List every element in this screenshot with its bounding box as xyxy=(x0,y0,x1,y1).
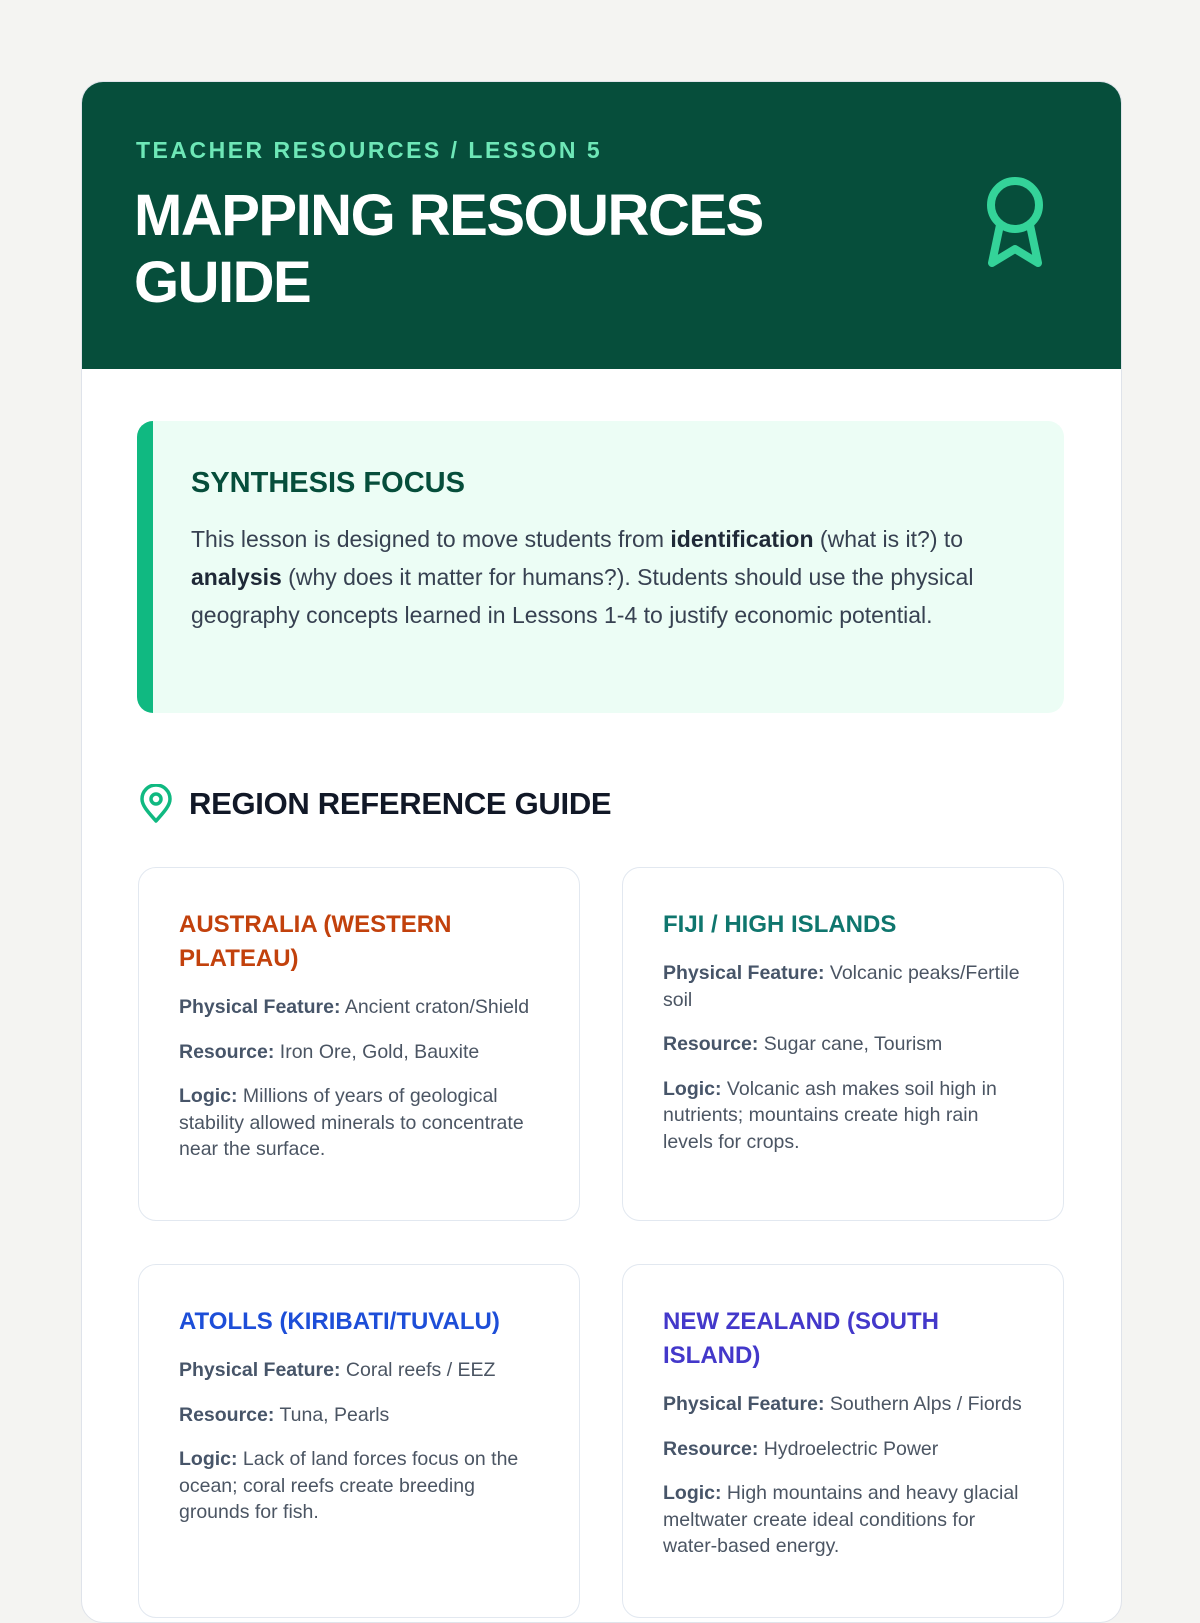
region-card xyxy=(138,1264,580,1618)
section-title: REGION REFERENCE GUIDE xyxy=(189,786,612,821)
field-label: Resource: xyxy=(179,1040,275,1063)
field-value: Ancient craton/Shield xyxy=(344,996,530,1018)
field-label: Physical Feature: xyxy=(663,1393,825,1415)
physical-feature xyxy=(663,960,1023,1013)
field-label: Physical Feature: xyxy=(179,1359,341,1381)
region-title: ATOLLS (KIRIBATI/TUVALU) xyxy=(179,1308,500,1335)
callout-emphasis: analysis xyxy=(191,564,282,590)
region-card xyxy=(622,867,1064,1221)
field-value: High mountains and heavy glacial meltwater create ideal conditions for water-based energy. xyxy=(663,1482,1019,1557)
region-title: FIJI / HIGH ISLANDS xyxy=(663,911,897,938)
callout-emphasis: identification xyxy=(670,526,814,552)
field-value: Volcanic peaks/Fertile soil xyxy=(663,962,1020,1011)
physical-feature xyxy=(179,994,539,1021)
physical-feature xyxy=(179,1357,539,1384)
logic xyxy=(663,1076,1023,1156)
logic xyxy=(663,1480,1023,1560)
physical-feature xyxy=(663,1391,1023,1418)
field-label: Logic: xyxy=(179,1085,238,1107)
resource-guide-page xyxy=(81,81,1122,1623)
callout-text xyxy=(191,520,1031,634)
field-value: Southern Alps / Fiords xyxy=(829,1393,1022,1415)
callout-title: SYNTHESIS FOCUS xyxy=(191,467,465,499)
synthesis-focus-callout xyxy=(137,421,1064,713)
field-value: Volcanic ash makes soil high in nutrients; mountains create high rain levels for crops. xyxy=(663,1077,997,1153)
breadcrumb: TEACHER RESOURCES / LESSON 5 xyxy=(136,137,603,163)
field-value: Iron Ore, Gold, Bauxite xyxy=(279,1040,480,1063)
section-header xyxy=(138,782,611,826)
resource xyxy=(179,1402,539,1429)
logic xyxy=(179,1083,539,1163)
callout-text-part: This lesson is designed to move students from xyxy=(191,526,671,552)
field-label: Logic: xyxy=(663,1077,722,1100)
field-label: Logic: xyxy=(663,1482,722,1504)
map-pin-icon xyxy=(138,784,174,824)
field-label: Resource: xyxy=(663,1033,759,1055)
region-card xyxy=(622,1264,1064,1618)
field-value: Hydroelectric Power xyxy=(763,1437,939,1460)
region-title: AUSTRALIA (WESTERN PLATEAU) xyxy=(179,911,452,972)
resource xyxy=(179,1039,539,1066)
callout-text-part: (why does it matter for humans?). Students should use the physical geography concepts learned in Lessons 1-4 to justify economic potential. xyxy=(191,564,974,628)
field-label: Resource: xyxy=(663,1437,759,1460)
field-value: Lack of land forces focus on the ocean; coral reefs create breeding grounds for fish. xyxy=(179,1448,519,1523)
logic xyxy=(179,1446,539,1526)
field-value: Coral reefs / EEZ xyxy=(345,1359,496,1381)
field-label: Resource: xyxy=(179,1403,275,1426)
callout-text-part: (what is it?) to xyxy=(813,526,964,552)
page-header xyxy=(82,82,1121,369)
region-title: NEW ZEALAND (SOUTH ISLAND) xyxy=(663,1308,939,1369)
field-label: Physical Feature: xyxy=(663,962,825,984)
resource xyxy=(663,1436,1023,1463)
field-value: Tuna, Pearls xyxy=(279,1403,390,1426)
field-label: Physical Feature: xyxy=(179,996,341,1018)
field-label: Logic: xyxy=(179,1448,238,1470)
field-value: Sugar cane, Tourism xyxy=(763,1033,943,1055)
resource xyxy=(663,1031,1023,1058)
field-value: Millions of years of geological stability allowed minerals to concentrate near the surface. xyxy=(179,1085,524,1160)
region-card xyxy=(138,867,580,1221)
page-title: MAPPING RESOURCES GUIDE xyxy=(134,183,763,315)
award-ribbon-icon xyxy=(982,175,1048,271)
